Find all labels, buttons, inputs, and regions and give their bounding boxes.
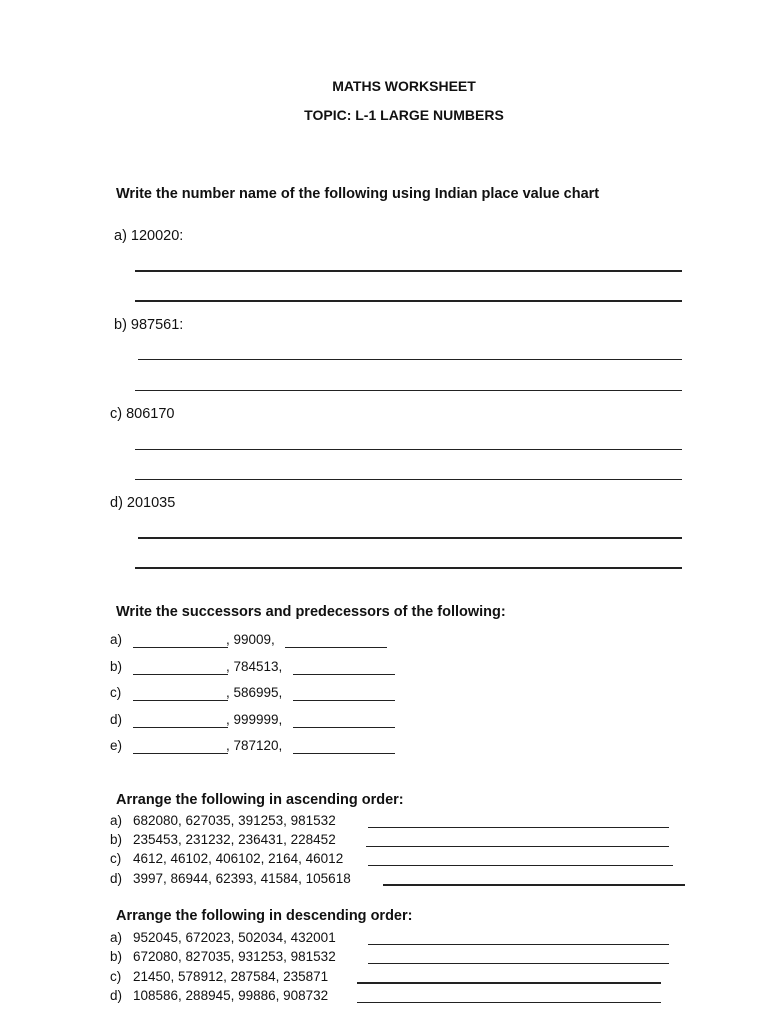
item-letter: e) xyxy=(110,738,123,753)
answer-line[interactable] xyxy=(135,270,682,272)
answer-blank[interactable] xyxy=(383,884,685,886)
answer-line[interactable] xyxy=(135,479,682,480)
item-numbers: 21450, 578912, 287584, 235871 xyxy=(133,969,329,984)
item-letter: c) xyxy=(110,969,122,984)
predecessor-blank[interactable] xyxy=(133,674,228,675)
item-numbers: 682080, 627035, 391253, 981532 xyxy=(133,813,336,828)
answer-blank[interactable] xyxy=(368,944,669,945)
answer-line[interactable] xyxy=(135,300,682,302)
item-letter: b) xyxy=(110,659,123,674)
question-label: d) 201035 xyxy=(110,495,176,511)
item-letter: d) xyxy=(110,871,123,886)
answer-blank[interactable] xyxy=(368,963,669,964)
item-letter: b) xyxy=(110,949,123,964)
section-number-names-heading: Write the number name of the following using Indian place value chart xyxy=(116,186,600,202)
predecessor-blank[interactable] xyxy=(133,753,228,754)
answer-blank[interactable] xyxy=(368,827,669,828)
item-numbers: 235453, 231232, 236431, 228452 xyxy=(133,832,336,847)
item-letter: a) xyxy=(110,813,123,828)
successor-blank[interactable] xyxy=(293,753,395,754)
answer-line[interactable] xyxy=(135,567,682,569)
question-label: b) 987561: xyxy=(114,317,184,333)
answer-blank[interactable] xyxy=(357,982,661,984)
item-letter: c) xyxy=(110,685,122,700)
item-numbers: 672080, 827035, 931253, 981532 xyxy=(133,949,336,964)
worksheet-title: MATHS WORKSHEET xyxy=(332,78,476,94)
answer-blank[interactable] xyxy=(357,1002,661,1003)
successor-blank[interactable] xyxy=(285,647,387,648)
item-letter: d) xyxy=(110,712,123,727)
item-number: , 999999, xyxy=(226,712,283,727)
successor-blank[interactable] xyxy=(293,700,395,701)
answer-blank[interactable] xyxy=(366,846,669,847)
answer-line[interactable] xyxy=(138,537,682,539)
item-numbers: 4612, 46102, 406102, 2164, 46012 xyxy=(133,851,344,866)
section-ascending-heading: Arrange the following in ascending order: xyxy=(116,792,404,808)
item-numbers: 952045, 672023, 502034, 432001 xyxy=(133,930,336,945)
section-successors-heading: Write the successors and predecessors of the following: xyxy=(116,604,506,620)
item-letter: d) xyxy=(110,988,123,1003)
successor-blank[interactable] xyxy=(293,674,395,675)
item-number: , 99009, xyxy=(226,632,275,647)
item-number: , 586995, xyxy=(226,685,283,700)
item-numbers: 108586, 288945, 99886, 908732 xyxy=(133,988,329,1003)
item-number: , 784513, xyxy=(226,659,283,674)
answer-line[interactable] xyxy=(135,390,682,391)
item-letter: a) xyxy=(110,632,123,647)
answer-line[interactable] xyxy=(138,359,682,360)
worksheet-topic: TOPIC: L-1 LARGE NUMBERS xyxy=(304,107,504,123)
item-letter: c) xyxy=(110,851,122,866)
item-letter: b) xyxy=(110,832,123,847)
question-label: a) 120020: xyxy=(114,228,184,244)
question-label: c) 806170 xyxy=(110,406,175,422)
item-letter: a) xyxy=(110,930,123,945)
answer-line[interactable] xyxy=(135,449,682,450)
predecessor-blank[interactable] xyxy=(133,727,228,728)
section-descending-heading: Arrange the following in descending order: xyxy=(116,908,413,924)
item-number: , 787120, xyxy=(226,738,283,753)
predecessor-blank[interactable] xyxy=(133,700,228,701)
successor-blank[interactable] xyxy=(293,727,395,728)
item-numbers: 3997, 86944, 62393, 41584, 105618 xyxy=(133,871,351,886)
predecessor-blank[interactable] xyxy=(133,647,228,648)
answer-blank[interactable] xyxy=(368,865,673,866)
